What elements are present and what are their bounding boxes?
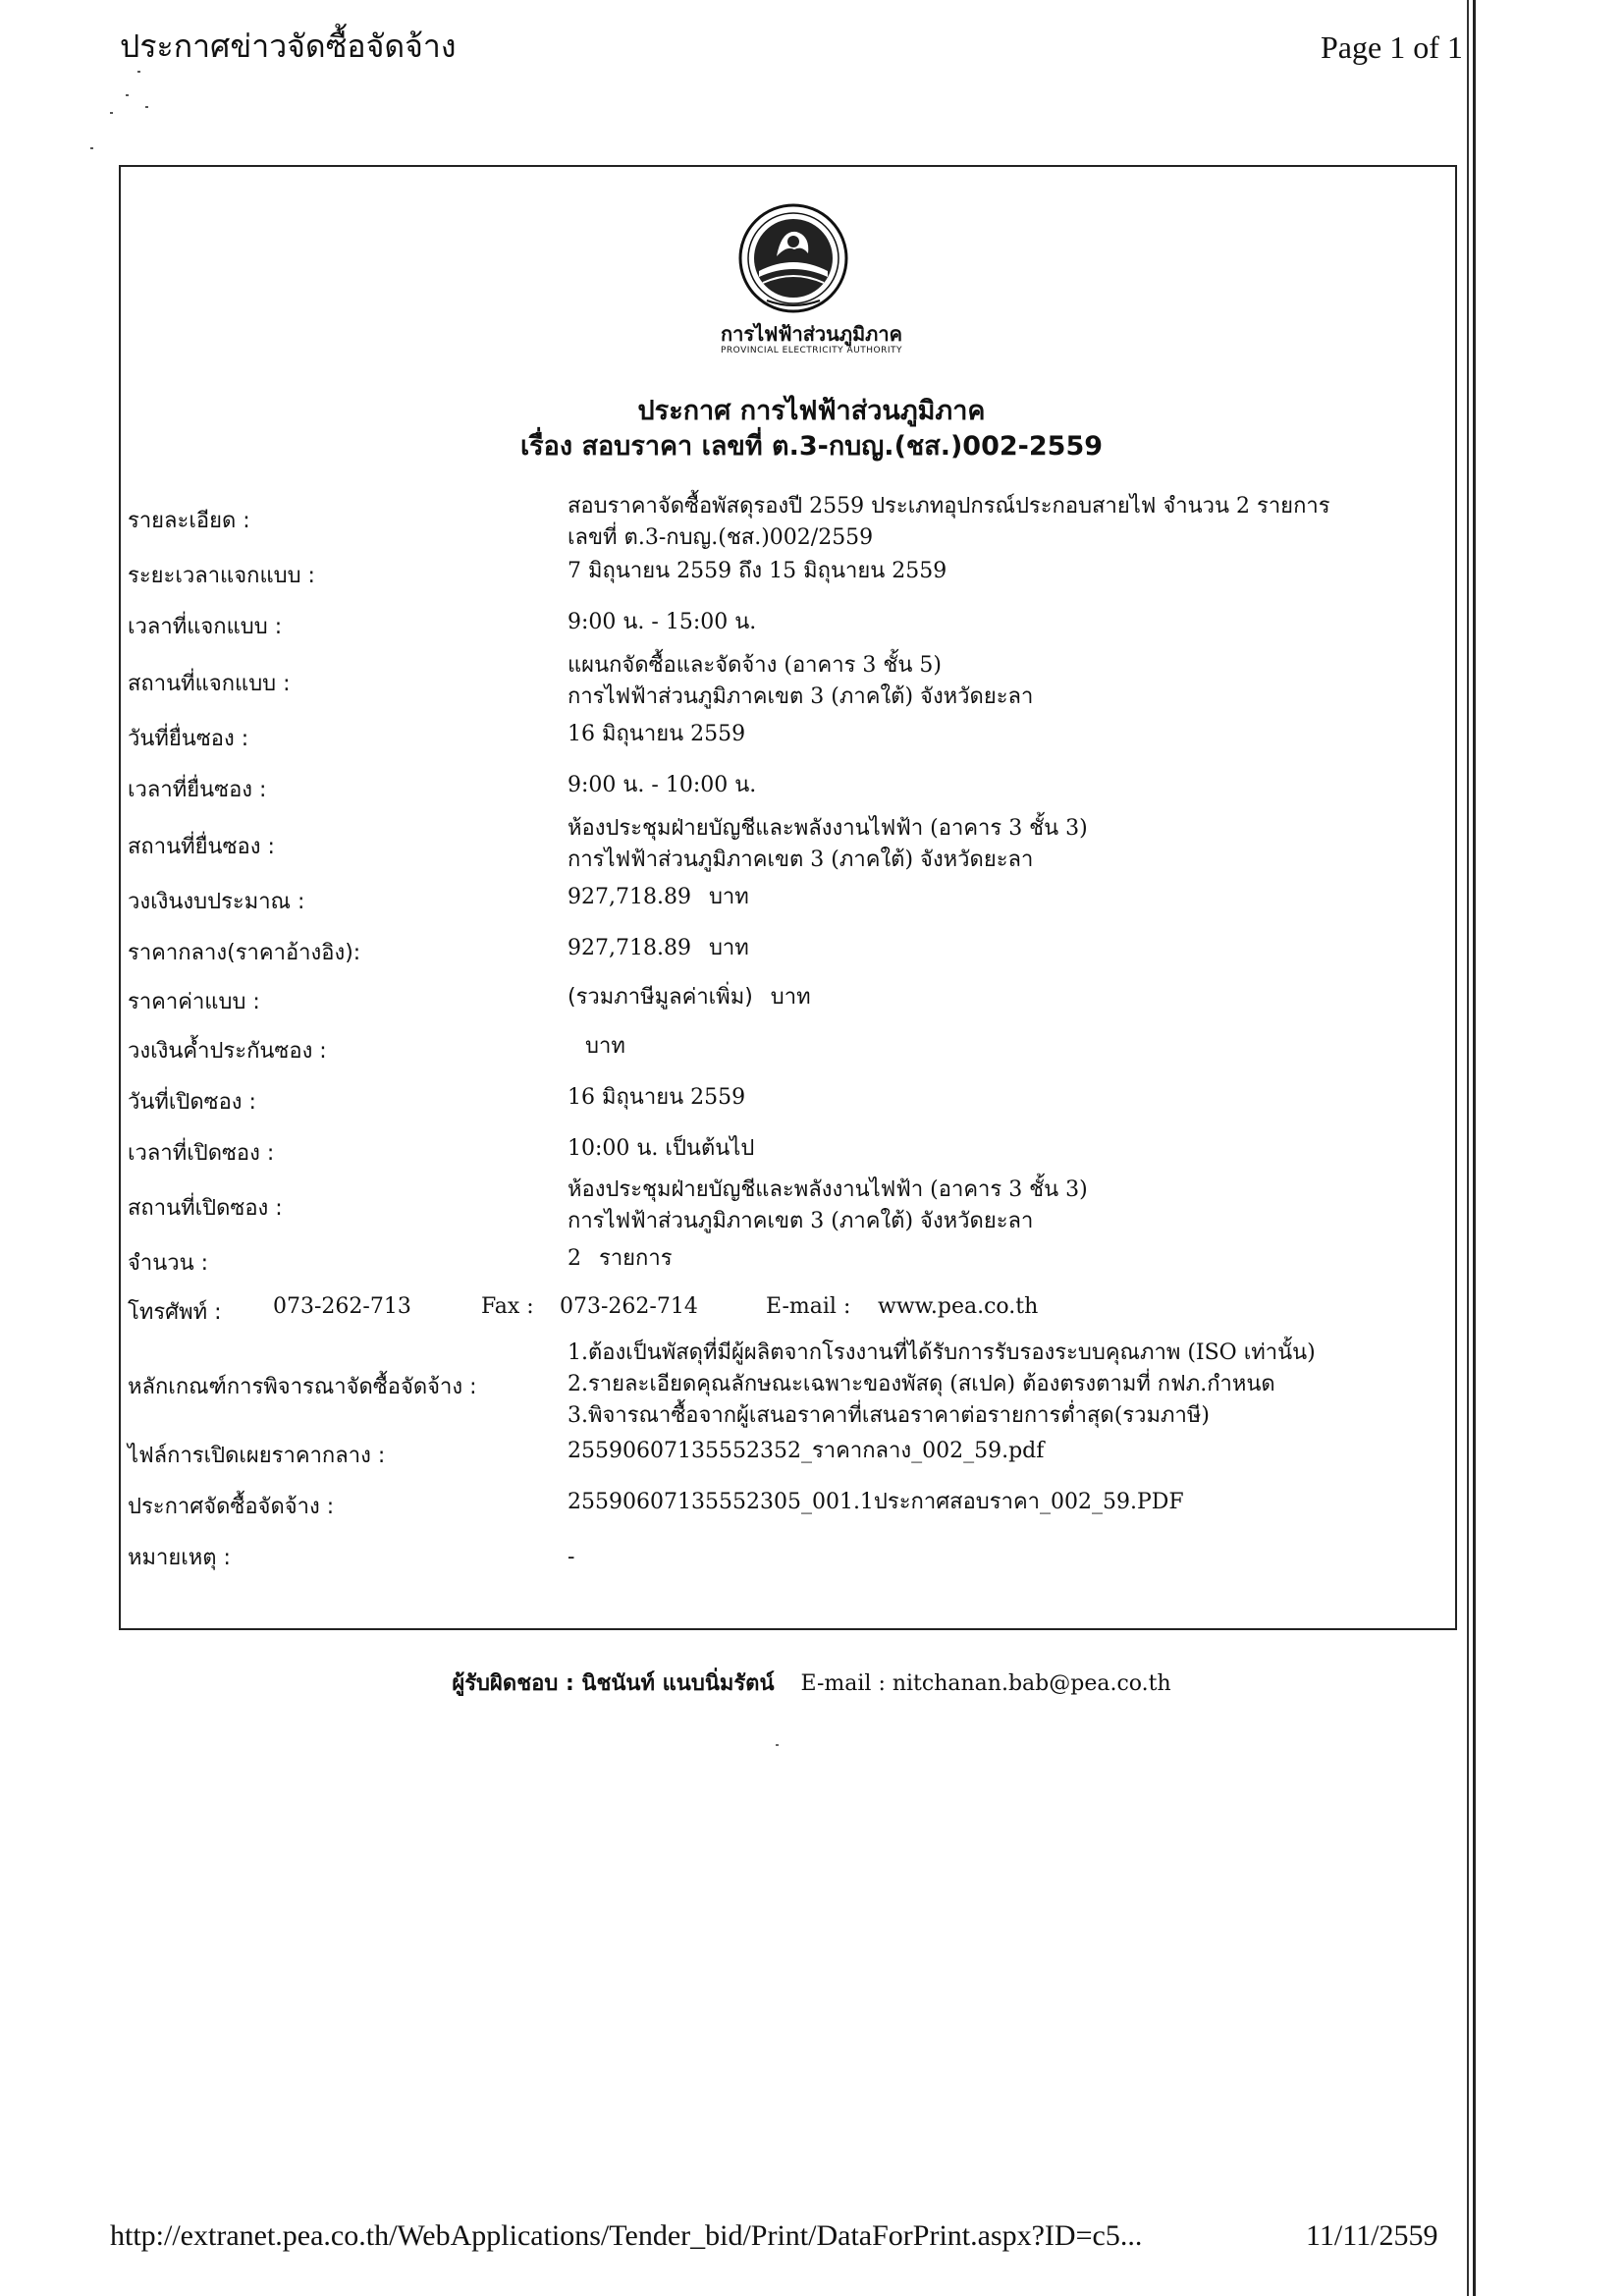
value-line: การไฟฟ้าส่วนภูมิภาคเขต 3 (ภาคใต้) จังหวัดยะลา [568, 1209, 1034, 1233]
value-line: ห้องประชุมฝ่ายบัญชีและพลังงานไฟฟ้า (อาคาร 3 ชั้น 3) [568, 816, 1088, 841]
field-value-bid-bond [568, 1031, 625, 1063]
contact-phone: 073-262-713 [273, 1294, 411, 1319]
field-label-criteria: หลักเกณฑ์การพิจารณาจัดซื้อจัดจ้าง : [128, 1375, 477, 1399]
scan-speckle [145, 106, 148, 108]
page-number: Page 1 of 1 [1321, 29, 1463, 65]
field-value-submission-place [568, 813, 1088, 876]
field-value-quantity [568, 1243, 673, 1275]
field-label-quantity: จำนวน : [128, 1251, 209, 1276]
field-value-opening-place [568, 1175, 1088, 1237]
page-title: ประกาศข่าวจัดซื้อจัดจ้าง [120, 27, 457, 65]
field-value-distribution-period [568, 556, 947, 587]
field-value-details [568, 491, 1330, 554]
field-value-opening-time [568, 1133, 754, 1165]
value-amount: 927,718.89 [568, 885, 691, 909]
field-label-opening-time: เวลาที่เปิดซอง : [128, 1141, 275, 1166]
field-label-bid-bond: วงเงินค้ำประกันซอง : [128, 1039, 327, 1064]
field-value-distribution-place [568, 650, 1033, 713]
value-line: - [568, 1545, 575, 1569]
value-amount: (รวมภาษีมูลค่าเพิ่ม) [568, 985, 753, 1010]
announcement-subject: เรื่อง สอบราคา เลขที่ ต.3-กบญ.(ชส.)002-2559 [519, 431, 1104, 462]
field-value-reference-price [568, 933, 749, 964]
field-label-reference-price-file: ไฟล์การเปิดเผยราคากลาง : [128, 1444, 386, 1468]
field-value-submission-time [568, 770, 756, 801]
field-value-document-fee [568, 982, 811, 1013]
contact-phone-label: โทรศัพท์ : [128, 1300, 222, 1325]
contact-fax-label: Fax : [481, 1294, 534, 1319]
value-unit: บาท [708, 885, 749, 909]
field-label-distribution-period: ระยะเวลาแจกแบบ : [128, 564, 315, 588]
field-value-remarks [568, 1542, 574, 1573]
contact-email-label: E-mail : [766, 1294, 851, 1319]
value-line: 1.ต้องเป็นพัสดุที่มีผู้ผลิตจากโรงงานที่ได้รับการรับรองระบบคุณภาพ (ISO เท่านั้น) [568, 1340, 1316, 1365]
value-unit: บาท [770, 985, 811, 1010]
field-label-opening-place: สถานที่เปิดซอง : [128, 1196, 283, 1221]
announcement-title: ประกาศ การไฟฟ้าส่วนภูมิภาค [637, 396, 986, 426]
value-unit: บาท [585, 1034, 625, 1059]
field-label-submission-place: สถานที่ยื่นซอง : [128, 835, 275, 859]
field-label-reference-price: ราคากลาง(ราคาอ้างอิง): [128, 941, 361, 965]
value-line: การไฟฟ้าส่วนภูมิภาคเขต 3 (ภาคใต้) จังหวัดยะลา [568, 684, 1034, 709]
scan-speckle [110, 112, 113, 114]
value-amount: 927,718.89 [568, 936, 691, 960]
scan-speckle [137, 71, 140, 73]
responsible-label: ผู้รับผิดชอบ : นิชนันท์ แนบนิ่มรัตน์ [452, 1671, 775, 1696]
field-label-submission-time: เวลาที่ยื่นซอง : [128, 778, 267, 802]
field-value-reference-price-file [568, 1436, 1044, 1467]
value-line: 16 มิถุนายน 2559 [568, 1085, 746, 1110]
field-label-remarks: หมายเหตุ : [128, 1546, 231, 1570]
field-value-opening-date [568, 1082, 745, 1114]
field-label-distribution-place: สถานที่แจกแบบ : [128, 672, 291, 696]
value-line: 10:00 น. เป็นต้นไป [568, 1136, 755, 1161]
contact-fax: 073-262-714 [560, 1294, 698, 1319]
value-line: แผนกจัดซื้อและจัดจ้าง (อาคาร 3 ชั้น 5) [568, 653, 942, 678]
field-value-criteria [568, 1338, 1316, 1432]
value-line [568, 933, 749, 964]
scan-speckle [126, 94, 129, 96]
value-line: 16 มิถุนายน 2559 [568, 722, 746, 746]
value-line: 7 มิถุนายน 2559 ถึง 15 มิถุนายน 2559 [568, 559, 947, 583]
org-name-english: PROVINCIAL ELECTRICITY AUTHORITY [721, 346, 902, 355]
scan-speckle [90, 147, 93, 149]
field-label-details: รายละเอียด : [128, 509, 250, 533]
field-label-procurement-announcement: ประกาศจัดซื้อจัดจ้าง : [128, 1495, 335, 1519]
field-value-submission-date [568, 719, 745, 750]
field-label-document-fee: ราคาค่าแบบ : [128, 990, 260, 1014]
value-line: 3.พิจารณาซื้อจากผู้เสนอราคาที่เสนอราคาต่อรายการต่ำสุด(รวมภาษี) [568, 1403, 1210, 1428]
field-value-procurement-announcement [568, 1487, 1184, 1518]
value-line: 9:00 น. - 15:00 น. [568, 610, 757, 634]
value-line: เลขที่ ต.3-กบญ.(ชส.)002/2559 [568, 525, 874, 550]
value-amount: 2 [568, 1246, 581, 1271]
value-unit: บาท [708, 936, 749, 960]
field-label-submission-date: วันที่ยื่นซอง : [128, 727, 249, 751]
value-line [568, 1031, 625, 1063]
value-line [568, 982, 811, 1013]
print-url: http://extranet.pea.co.th/WebApplications/Tender_bid/Print/DataForPrint.aspx?ID=c5... [110, 2219, 1143, 2252]
value-unit: รายการ [599, 1246, 673, 1271]
contact-email: www.pea.co.th [878, 1294, 1039, 1319]
value-line: สอบราคาจัดซื้อพัสดุรองปี 2559 ประเภทอุปกรณ์ประกอบสายไฟ จำนวน 2 รายการ [568, 494, 1330, 519]
field-value-distribution-time [568, 607, 756, 638]
responsible-person [0, 1666, 1623, 1700]
field-label-opening-date: วันที่เปิดซอง : [128, 1090, 256, 1115]
pea-logo-icon [737, 202, 849, 314]
field-value-budget [568, 882, 749, 913]
value-line: การไฟฟ้าส่วนภูมิภาคเขต 3 (ภาคใต้) จังหวัดยะลา [568, 847, 1034, 872]
field-label-budget: วงเงินงบประมาณ : [128, 890, 305, 914]
field-label-distribution-time: เวลาที่แจกแบบ : [128, 615, 283, 639]
value-line [568, 1243, 673, 1275]
value-line [568, 882, 749, 913]
value-line: 9:00 น. - 10:00 น. [568, 773, 757, 797]
value-line: 2.รายละเอียดคุณลักษณะเฉพาะของพัสดุ (สเปค) ต้องตรงตามที่ กฟภ.กำหนด [568, 1372, 1275, 1396]
value-line: 25590607135552305_001.1ประกาศสอบราคา_002_59.PDF [568, 1490, 1184, 1514]
value-line: ห้องประชุมฝ่ายบัญชีและพลังงานไฟฟ้า (อาคาร 3 ชั้น 3) [568, 1177, 1088, 1202]
print-date: 11/11/2559 [1306, 2219, 1438, 2252]
responsible-email: E-mail : nitchanan.bab@pea.co.th [800, 1671, 1171, 1696]
value-line: 25590607135552352_ราคากลาง_002_59.pdf [568, 1439, 1045, 1463]
org-name-thai: การไฟฟ้าส่วนภูมิภาค [721, 322, 902, 346]
scan-speckle [776, 1744, 779, 1746]
